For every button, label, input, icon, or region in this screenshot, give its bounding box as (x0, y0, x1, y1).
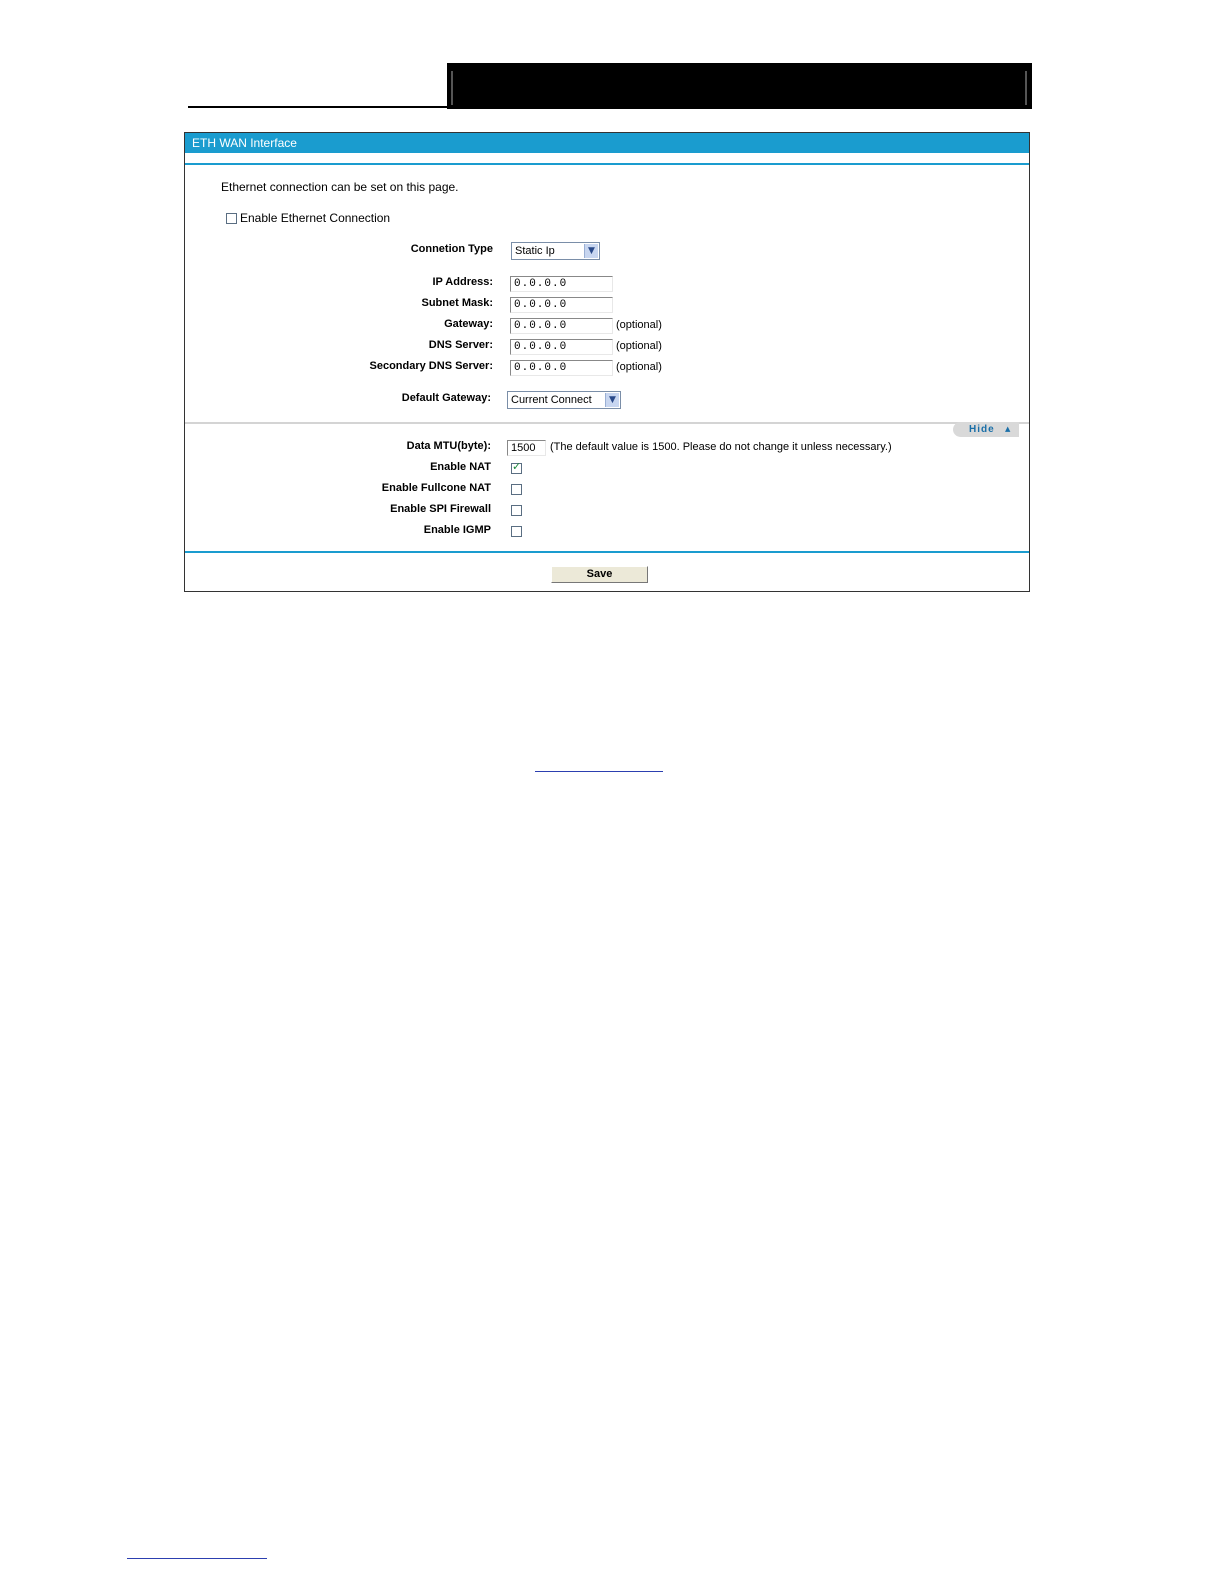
divider (185, 551, 1029, 553)
header-bar-tick (1025, 71, 1027, 105)
mtu-note: (The default value is 1500. Please do not change it unless necessary.) (550, 441, 892, 453)
enable-igmp-checkbox[interactable] (511, 526, 522, 537)
gateway-input[interactable]: 0.0.0.0 (510, 318, 613, 334)
gateway-label: Gateway: (444, 318, 493, 330)
connection-type-select[interactable] (511, 242, 600, 260)
enable-igmp-label: Enable IGMP (423, 524, 491, 536)
connection-type-value: Static Ip (515, 245, 555, 257)
link-underline (127, 1558, 267, 1559)
enable-nat-checkbox[interactable] (511, 463, 522, 474)
dns-server-input[interactable]: 0.0.0.0 (510, 339, 613, 355)
divider (185, 163, 1029, 165)
header-rule (188, 106, 448, 108)
ip-address-input[interactable]: 0.0.0.0 (510, 276, 613, 292)
gateway-optional-note: (optional) (616, 319, 662, 331)
save-button[interactable]: Save (551, 566, 648, 583)
ip-address-label: IP Address: (432, 276, 493, 288)
header-bar (447, 63, 1032, 109)
enable-ethernet-label: Enable Ethernet Connection (240, 211, 391, 225)
secondary-dns-label: Secondary DNS Server: (369, 360, 493, 372)
advanced-divider (185, 422, 1029, 424)
chevron-down-icon: ▼ (605, 393, 619, 407)
chevron-down-icon: ▼ (584, 244, 598, 258)
secondary-dns-optional-note: (optional) (616, 361, 662, 373)
eth-wan-panel (184, 132, 1030, 592)
connection-type-label: Connetion Type (410, 243, 493, 255)
enable-fullcone-label: Enable Fullcone NAT (381, 482, 491, 494)
header-bar-tick (451, 71, 453, 105)
enable-nat-label: Enable NAT (430, 461, 491, 473)
enable-ethernet-checkbox[interactable] (226, 213, 237, 224)
intro-text: Ethernet connection can be set on this page. (221, 180, 459, 194)
secondary-dns-input[interactable]: 0.0.0.0 (510, 360, 613, 376)
enable-spi-checkbox[interactable] (511, 505, 522, 516)
hide-label: Hide (969, 424, 995, 435)
default-gateway-select[interactable] (507, 391, 621, 409)
subnet-mask-label: Subnet Mask: (421, 297, 493, 309)
link-underline (535, 771, 663, 772)
mtu-label: Data MTU(byte): (406, 440, 491, 452)
dns-optional-note: (optional) (616, 340, 662, 352)
mtu-input[interactable]: 1500 (507, 440, 546, 456)
enable-spi-label: Enable SPI Firewall (390, 503, 491, 515)
collapse-up-icon: ▲ (1005, 425, 1012, 433)
default-gateway-label: Default Gateway: (401, 392, 491, 404)
enable-fullcone-checkbox[interactable] (511, 484, 522, 495)
dns-server-label: DNS Server: (428, 339, 493, 351)
subnet-mask-input[interactable]: 0.0.0.0 (510, 297, 613, 313)
panel-title: ETH WAN Interface (185, 133, 1029, 153)
hide-advanced-button[interactable] (953, 422, 1019, 437)
default-gateway-value: Current Connect (511, 394, 592, 406)
